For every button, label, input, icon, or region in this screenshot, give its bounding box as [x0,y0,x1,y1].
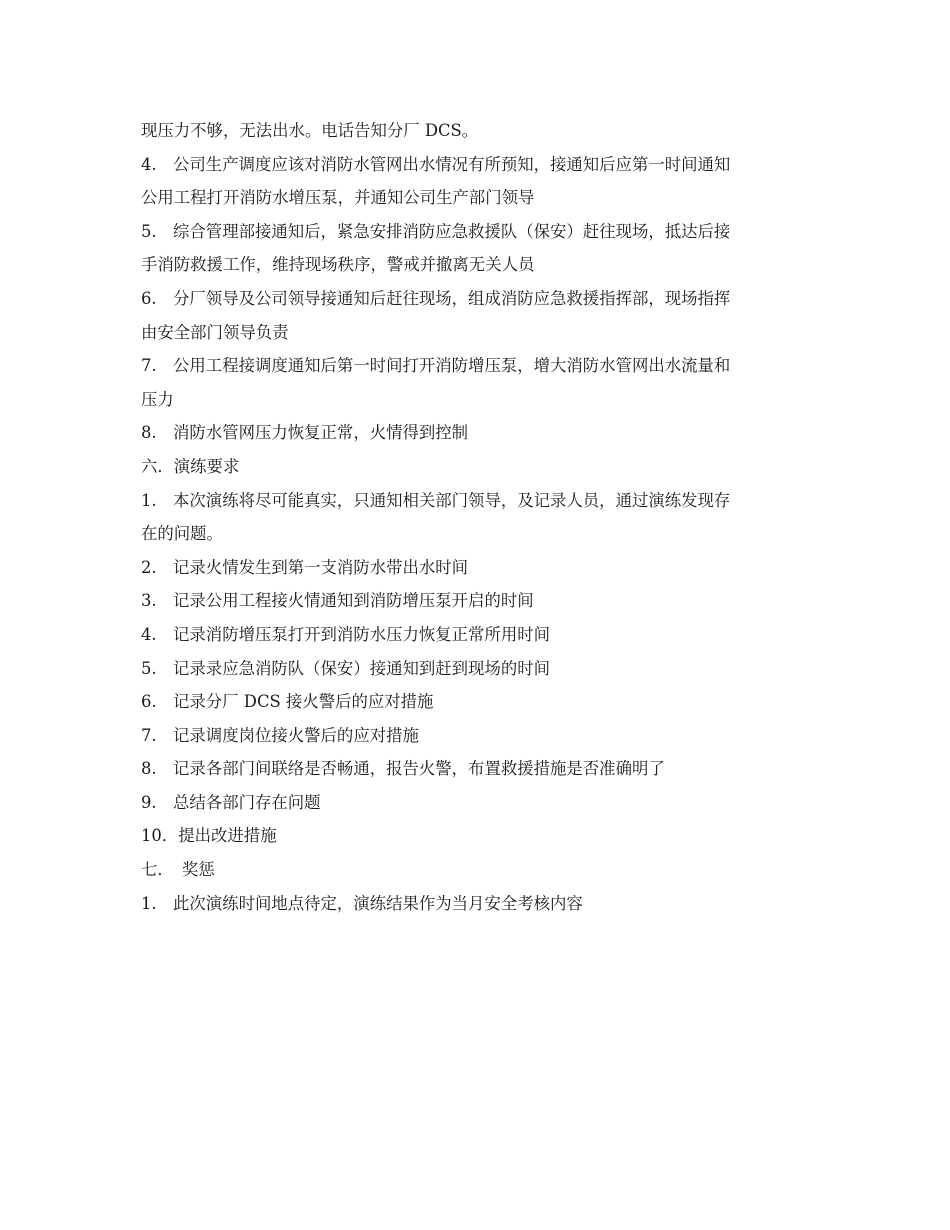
list-item-line: 10．提出改进措施 [141,826,277,846]
list-item-continuation: 由安全部门领导负责 [141,322,289,342]
list-item-line: 4. 记录消防增压泵打开到消防水压力恢复正常所用时间 [141,624,551,644]
list-item-continuation: 在的问题。 [141,524,223,544]
list-item-line: 5. 综合管理部接通知后，紧急安排消防应急救援队（保安）赶往现场，抵达后接 [141,221,731,241]
list-item-line: 7. 公用工程接调度通知后第一时间打开消防增压泵，增大消防水管网出水流量和 [141,356,731,376]
list-item-line: 3. 记录公用工程接火情通知到消防增压泵开启的时间 [141,591,534,611]
list-item-line: 6. 分厂领导及公司领导接通知后赶往现场，组成消防应急救援指挥部，现场指挥 [141,288,731,308]
list-item-line: 9. 总结各部门存在问题 [141,792,321,812]
list-item-continuation: 手消防救援工作，维持现场秩序，警戒并撤离无关人员 [141,255,535,275]
section-heading: 六．演练要求 [141,456,240,476]
list-item-line: 1. 此次演练时间地点待定，演练结果作为当月安全考核内容 [141,893,583,913]
document-body [141,114,831,920]
list-item-line: 1. 本次演练将尽可能真实，只通知相关部门领导，及记录人员，通过演练发现存 [141,490,731,510]
list-item-line: 6. 记录分厂 DCS 接火警后的应对措施 [141,692,434,712]
list-item-line: 5. 记录录应急消防队（保安）接通知到赶到现场的时间 [141,658,551,678]
list-item-line: 2. 记录火情发生到第一支消防水带出水时间 [141,557,469,577]
list-item-line: 7. 记录调度岗位接火警后的应对措施 [141,725,419,745]
list-item-line: 8. 记录各部门间联络是否畅通，报告火警，布置救援措施是否准确明了 [141,759,665,779]
text-line: 现压力不够，无法出水。电话告知分厂 DCS。 [141,121,479,140]
section-heading: 七． 奖惩 [141,860,215,880]
list-item-continuation: 公用工程打开消防水增压泵，并通知公司生产部门领导 [141,188,535,208]
list-item-line: 8. 消防水管网压力恢复正常，火情得到控制 [141,423,469,443]
list-item-continuation: 压力 [141,389,174,409]
list-item-line: 4. 公司生产调度应该对消防水管网出水情况有所预知，接通知后应第一时间通知 [141,154,731,174]
